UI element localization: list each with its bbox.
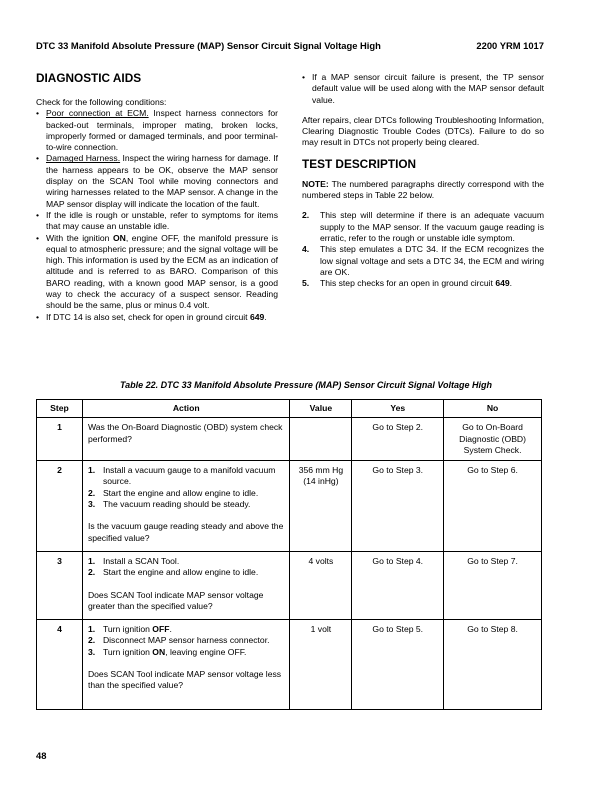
diagnostic-table [36, 399, 542, 710]
condition-label: Damaged Harness. [46, 153, 121, 164]
no-cell: Go to Step 7. [444, 552, 542, 620]
test-description-item [302, 278, 544, 289]
action-emphasis: ON [152, 646, 166, 657]
yes-cell: Go to Step 3. [352, 461, 444, 552]
action-text: The vacuum reading should be steady. [102, 499, 251, 510]
table-caption: Table 22. DTC 33 Manifold Absolute Pressure (MAP) Sensor Circuit Signal Voltage High [119, 380, 493, 390]
item-text: This step checks for an open in ground circuit [320, 278, 496, 289]
header-action: Action [82, 400, 290, 418]
note-text: The numbered paragraphs directly correspond with the numbered steps in Table 22 below. [302, 178, 544, 201]
no-cell: Go to Step 6. [444, 461, 542, 552]
condition-text: Inspect the wiring harness for damage. If the harness appears to be OK, observe the MAP sensor display on the SCAN Tool while moving connectors and wiring harnesses related to the MAP sensor. A change in the MAP sensor display will indicate the location of the fault. [46, 153, 278, 209]
condition-text: . [264, 311, 267, 322]
header-code: 2200 YRM 1017 [476, 40, 544, 51]
item-text-wrap [320, 278, 544, 289]
action-cell [82, 620, 290, 710]
header-no: No [444, 400, 542, 418]
table-header-row [37, 400, 542, 418]
value-cell: 356 mm Hg (14 inHg) [290, 461, 352, 552]
condition-emphasis: ON [112, 232, 126, 243]
conditions-list-continued [302, 72, 544, 106]
circuit-number: 649 [495, 278, 510, 289]
condition-item [302, 72, 544, 106]
action-text: Turn ignition [102, 624, 153, 635]
condition-text: If the idle is rough or unstable, refer to symptoms for items that may cause an unstable idle. [46, 209, 278, 232]
yes-cell: Go to Step 4. [352, 552, 444, 620]
action-cell [82, 552, 290, 620]
header-value: Value [290, 400, 352, 418]
action-question: Is the vacuum gauge reading steady and above the specified value? [87, 521, 284, 543]
header-step: Step [37, 400, 83, 418]
action-list [88, 624, 285, 658]
condition-item [36, 233, 278, 312]
no-cell: Go to Step 8. [444, 620, 542, 710]
test-description-heading: TEST DESCRIPTION [302, 156, 417, 171]
action-emphasis: OFF [152, 624, 170, 635]
condition-text: , engine OFF, the manifold pressure is equal to atmospheric pressure; and the signal voltage will be high. This information is used by the ECM as an indication of altitude and is referred to as BARO. Comparison of this BARO reading, with a known good MAP sensor, is a good way to check the accuracy of a suspect sensor. Reading should be the same, plus or minus 0.4 volt. [46, 232, 278, 311]
value-cell [290, 418, 352, 461]
item-number: 2. [302, 210, 310, 221]
condition-item [36, 312, 278, 323]
action-text: Turn ignition [102, 646, 153, 657]
item-text: This step emulates a DTC 34. If the ECM recognizes the low signal voltage and sets a DTC 34, the ECM and wiring are OK. [320, 244, 544, 277]
action-item: 3. The vacuum reading should be steady. [88, 499, 285, 510]
condition-item [36, 108, 278, 153]
action-item: 2. Start the engine and allow engine to idle. [88, 488, 285, 499]
conditions-list [36, 108, 278, 323]
diagnostic-aids-intro: Check for the following conditions: [36, 97, 167, 107]
header-title: DTC 33 Manifold Absolute Pressure (MAP) Sensor Circuit Signal Voltage High [36, 40, 381, 51]
value-cell: 1 volt [290, 620, 352, 710]
action-list [88, 556, 285, 579]
action-list [88, 465, 285, 510]
no-cell: Go to On-Board Diagnostic (OBD) System Check. [444, 418, 542, 461]
table-row [37, 552, 542, 620]
condition-label: Poor connection at ECM. [46, 108, 149, 119]
condition-text: With the ignition [46, 232, 113, 243]
action-text: Install a vacuum gauge to a manifold vacuum source. [102, 465, 276, 487]
item-number: 5. [302, 278, 310, 289]
condition-text: If DTC 14 is also set, check for open in ground circuit [46, 311, 250, 322]
action-text: Start the engine and allow engine to idle. [102, 487, 259, 498]
action-question: Does SCAN Tool indicate MAP sensor voltage less than the specified value? [87, 669, 282, 691]
action-item: 1. Install a vacuum gauge to a manifold vacuum source. [88, 465, 285, 488]
note-label: NOTE: [302, 178, 329, 189]
action-item: 2. Start the engine and allow engine to idle. [88, 567, 285, 578]
action-cell [82, 418, 290, 461]
action-item: 2. Disconnect MAP sensor harness connector. [88, 635, 285, 646]
action-item: 1. Install a SCAN Tool. [88, 556, 285, 567]
condition-item [36, 153, 278, 209]
circuit-number: 649 [249, 311, 265, 322]
item-text-end: . [509, 278, 513, 289]
action-text: Install a SCAN Tool. [102, 556, 180, 567]
test-description-item [302, 244, 544, 278]
action-text: Disconnect MAP sensor harness connector. [102, 635, 270, 646]
header-yes: Yes [352, 400, 444, 418]
action-question: Was the On-Board Diagnostic (OBD) system check performed? [87, 422, 283, 444]
action-item: 3. Turn ignition ON, leaving engine OFF. [87, 646, 247, 657]
table-row [37, 461, 542, 552]
action-cell [82, 461, 290, 552]
action-question: Does SCAN Tool indicate MAP sensor voltage greater than the specified value? [87, 589, 264, 612]
diagnostic-aids-section [36, 72, 278, 323]
condition-text: If a MAP sensor circuit failure is present, the TP sensor default value will be used along with the MAP sensor default value. [312, 72, 544, 105]
step-number: 1 [37, 418, 83, 461]
action-text: Start the engine and allow engine to idle. [102, 567, 259, 578]
condition-text: Inspect harness connectors for backed-out terminals, improper mating, broken locks, improperly formed or damaged terminals, and poor terminal-to-wire connection. [46, 108, 278, 153]
action-item: 1. Turn ignition OFF. [87, 624, 172, 635]
value-cell: 4 volts [290, 552, 352, 620]
right-column [302, 72, 544, 289]
yes-cell: Go to Step 2. [352, 418, 444, 461]
yes-cell: Go to Step 5. [352, 620, 444, 710]
step-number: 3 [37, 552, 83, 620]
table-row [37, 620, 542, 710]
condition-item [36, 210, 278, 233]
item-text: This step will determine if there is an adequate vacuum supply to the MAP sensor. If the vacuum gauge reading is erratic, refer to the rough or unstable idle symptom. [320, 210, 544, 243]
diagnostic-aids-heading: DIAGNOSTIC AIDS [36, 71, 142, 85]
table-row [37, 418, 542, 461]
test-description-item [302, 210, 544, 244]
after-repairs-paragraph: After repairs, clear DTCs following Troubleshooting Information, Clearing Diagnostic Trouble Codes (DTCs). Failure to do so may result in DTCs not properly being cleared. [302, 114, 544, 148]
step-number: 2 [37, 461, 83, 552]
page-number: 48 [36, 750, 47, 761]
action-text-end: . [169, 624, 172, 635]
step-number: 4 [37, 620, 83, 710]
action-text-end: , leaving engine OFF. [165, 646, 247, 657]
test-description-list [302, 210, 544, 289]
test-description-note [302, 179, 544, 202]
item-number: 4. [302, 244, 310, 255]
